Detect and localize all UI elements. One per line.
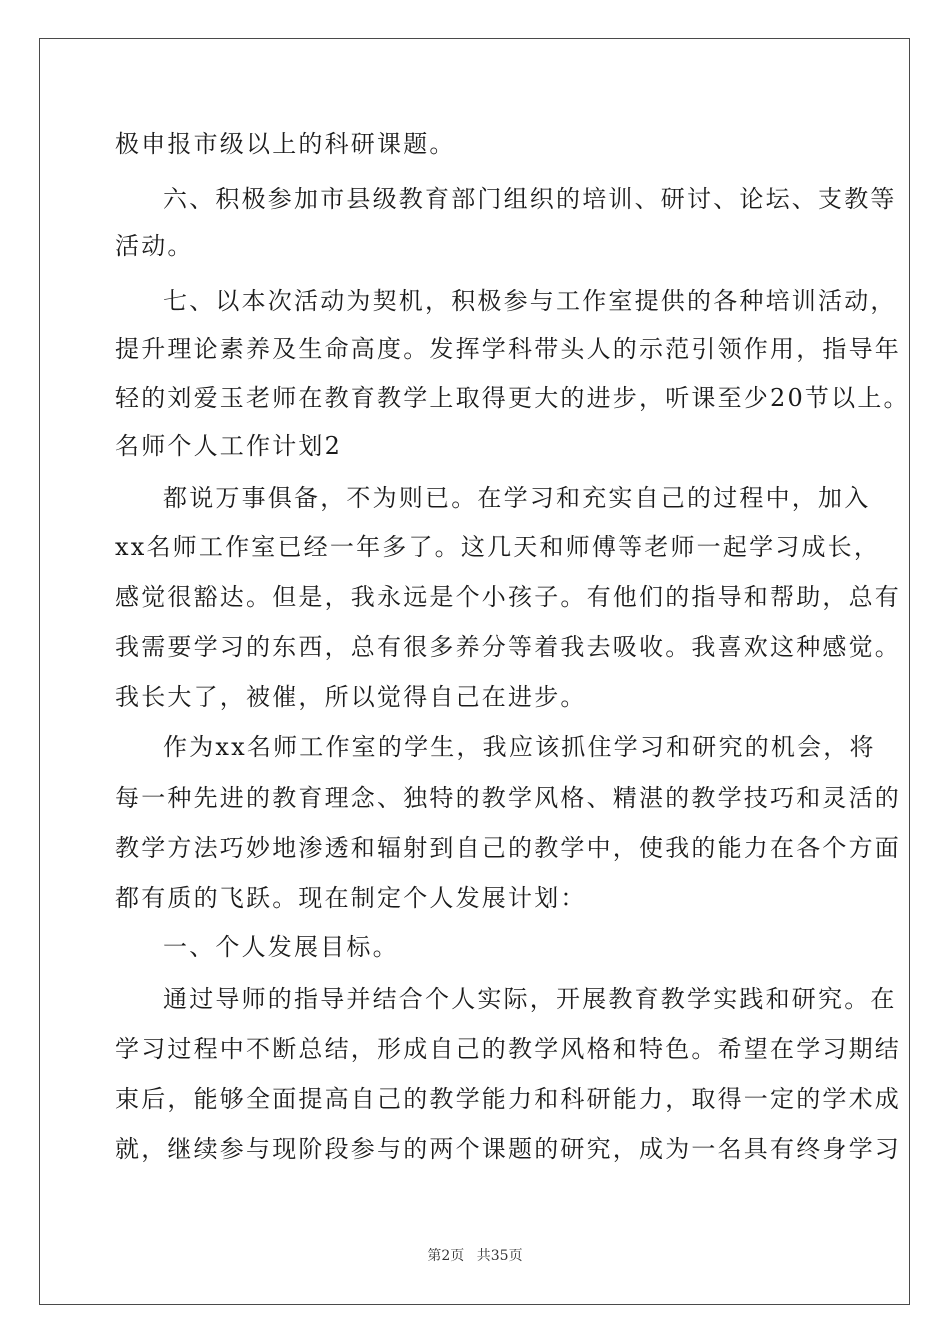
text-line: 活动。 — [115, 232, 194, 260]
text-line: 束后，能够全面提高自己的教学能力和科研能力，取得一定的学术成 — [115, 1085, 901, 1113]
text-line: 轻的刘爱玉老师在教育教学上取得更大的进步，听课至少20节以上。 — [115, 384, 910, 412]
text-line: 都有质的飞跃。现在制定个人发展计划： — [115, 884, 587, 912]
text-line: 我需要学习的东西，总有很多养分等着我去吸收。我喜欢这种感觉。 — [115, 633, 901, 661]
text-line: 七、以本次活动为契机，积极参与工作室提供的各种培训活动， — [163, 287, 897, 315]
text-line: 一、个人发展目标。 — [163, 933, 399, 961]
text-line: 提升理论素养及生命高度。发挥学科带头人的示范引领作用，指导年 — [115, 335, 901, 363]
text-line: 极申报市级以上的科研课题。 — [115, 130, 456, 158]
section-title: 名师个人工作计划2 — [115, 432, 343, 460]
text-line: 六、积极参加市县级教育部门组织的培训、研讨、论坛、支教等 — [163, 185, 897, 213]
page-total: 共35页 — [476, 1248, 523, 1264]
page-number: 第2页 — [427, 1248, 465, 1264]
text-line: 作为xx名师工作室的学生，我应该抓住学习和研究的机会，将 — [163, 733, 876, 761]
text-line: 通过导师的指导并结合个人实际，开展教育教学实践和研究。在 — [163, 985, 897, 1013]
text-line: 每一种先进的教育理念、独特的教学风格、精湛的教学技巧和灵活的 — [115, 784, 901, 812]
text-line: 我长大了，被催，所以觉得自己在进步。 — [115, 683, 587, 711]
text-line: xx名师工作室已经一年多了。这几天和师傅等老师一起学习成长， — [115, 533, 881, 561]
text-line: 教学方法巧妙地渗透和辐射到自己的教学中，使我的能力在各个方面 — [115, 834, 901, 862]
text-line: 学习过程中不断总结，形成自己的教学风格和特色。希望在学习期结 — [115, 1035, 901, 1063]
text-line: 都说万事俱备，不为则已。在学习和充实自己的过程中，加入 — [163, 484, 871, 512]
text-line: 就，继续参与现阶段参与的两个课题的研究，成为一名具有终身学习 — [115, 1135, 901, 1163]
text-line: 感觉很豁达。但是，我永远是个小孩子。有他们的指导和帮助，总有 — [115, 583, 901, 611]
page-footer — [0, 1246, 950, 1266]
